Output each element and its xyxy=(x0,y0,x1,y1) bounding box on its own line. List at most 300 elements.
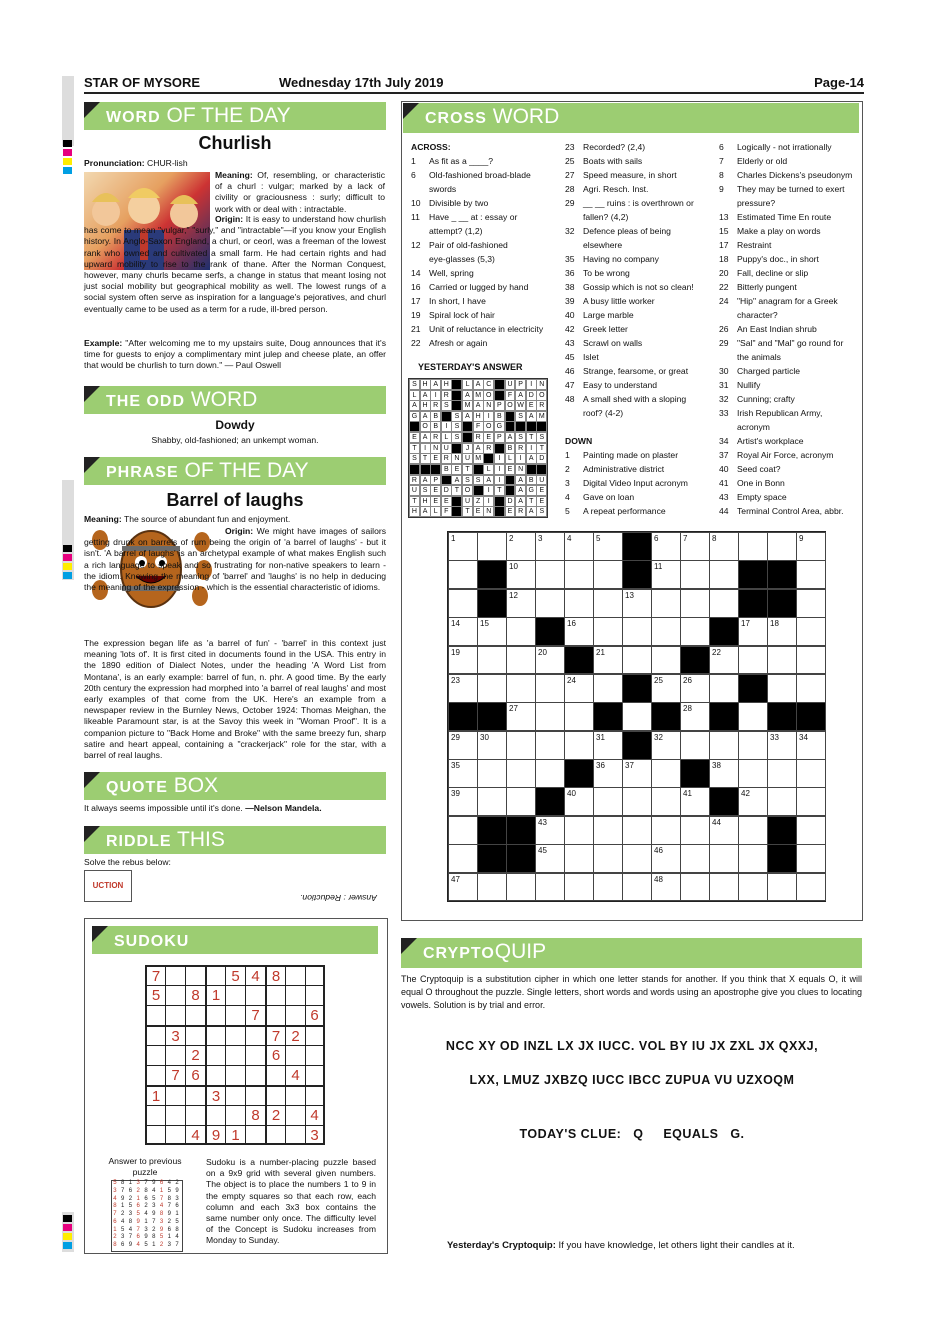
mini-letter-cell: L xyxy=(483,464,494,475)
sudoku-cell: 3 xyxy=(205,1085,225,1105)
sudoku-cell: 4 xyxy=(245,965,265,985)
clue-number: 1 xyxy=(565,450,570,460)
crossword-cell xyxy=(506,560,536,589)
previous-sudoku-digit: 3 xyxy=(152,1203,156,1210)
registration-mark xyxy=(63,158,72,165)
clue-row xyxy=(565,378,715,392)
clue-number xyxy=(719,350,737,364)
crossword-cell-number: 2 xyxy=(509,534,514,543)
clue-row xyxy=(565,182,715,196)
crossword-black-cell xyxy=(709,787,739,816)
clue-number: 15 xyxy=(719,226,729,236)
mini-letter-cell: I xyxy=(430,390,441,401)
crossword-cell xyxy=(738,844,768,873)
previous-sudoku-digit: 9 xyxy=(175,1187,179,1194)
previous-sudoku-digit: 9 xyxy=(152,1180,156,1186)
clue-number: 29 xyxy=(719,338,729,348)
sudoku-cell xyxy=(305,1065,325,1085)
crossword-cell-number: 30 xyxy=(480,732,489,742)
sudoku-cell xyxy=(305,985,325,1005)
mini-letter-cell: R xyxy=(473,432,484,443)
crossword-cell xyxy=(535,702,565,731)
clue-text: Logically - not irrationally xyxy=(737,142,832,152)
crossword-black-cell xyxy=(622,532,652,561)
mini-letter-cell: I xyxy=(494,453,505,464)
crossword-cell-number: 7 xyxy=(683,534,688,543)
sudoku-cell xyxy=(165,985,185,1005)
previous-sudoku-digit: 8 xyxy=(120,1180,125,1186)
clue-text: the animals xyxy=(737,352,781,362)
clue-number: 32 xyxy=(565,226,575,236)
clue-text: Pair of old-fashioned xyxy=(429,240,508,250)
sudoku-cell xyxy=(305,1085,325,1105)
mini-letter-cell: R xyxy=(536,400,547,411)
crossword-cell-number: 38 xyxy=(712,761,721,771)
crossword-cell xyxy=(506,702,536,731)
mini-black-cell xyxy=(494,390,505,401)
crossword-cell xyxy=(477,787,507,816)
previous-sudoku-digit: 9 xyxy=(128,1242,133,1249)
clue-row xyxy=(719,196,859,210)
crossword-cell-number: 20 xyxy=(538,647,547,657)
crossword-cell xyxy=(651,873,681,902)
clue-number: 24 xyxy=(719,296,729,306)
crossword-cell xyxy=(622,702,652,731)
crossword-cell xyxy=(738,702,768,731)
registration-mark xyxy=(63,1215,72,1222)
sudoku-cell: 3 xyxy=(305,1125,325,1145)
crossword-cell xyxy=(767,787,797,816)
crossword-cell xyxy=(477,873,507,902)
registration-mark xyxy=(63,563,72,570)
mini-letter-cell: O xyxy=(483,390,494,401)
crossword-black-cell xyxy=(477,844,507,873)
previous-sudoku-digit: 9 xyxy=(136,1218,140,1225)
clue-text: Charged particle xyxy=(737,366,801,376)
clue-text: Unit of reluctance in electricity xyxy=(429,324,544,334)
clue-number: 32 xyxy=(719,394,729,404)
crossword-cell xyxy=(564,560,594,589)
sudoku-cell xyxy=(185,1105,205,1125)
clue-number: 26 xyxy=(719,324,729,334)
crossword-cell xyxy=(651,617,681,646)
mini-letter-cell: O xyxy=(462,485,473,496)
clue-row xyxy=(719,294,859,308)
sudoku-cell xyxy=(225,1105,245,1125)
clue-text: attempt? (1,2) xyxy=(429,226,483,236)
mini-black-cell xyxy=(483,453,494,464)
mini-letter-cell: A xyxy=(515,485,526,496)
previous-sudoku-digit: 6 xyxy=(144,1195,148,1202)
clue-row xyxy=(719,420,859,434)
word-of-day-banner: WORD OF THE DAY xyxy=(84,102,386,130)
mini-black-cell xyxy=(494,379,505,390)
clue-number: 43 xyxy=(565,338,575,348)
mini-letter-cell: U xyxy=(462,496,473,507)
clue-text: character? xyxy=(737,310,778,320)
clue-row xyxy=(719,434,859,448)
clue-number: 42 xyxy=(565,324,575,334)
crossword-black-cell xyxy=(477,589,507,618)
crossword-cell xyxy=(477,731,507,760)
clue-text: Boats with sails xyxy=(583,156,643,166)
cryptoquip-line-1: NCC XY OD INZL LX JX IUCC. VOL BY IU JX ZXL JX QXXJ, xyxy=(445,1039,819,1053)
crossword-cell xyxy=(477,646,507,675)
masthead xyxy=(84,72,864,94)
mini-letter-cell: S xyxy=(515,411,526,422)
previous-sudoku-digit: 4 xyxy=(167,1180,171,1186)
crossword-cell-number: 18 xyxy=(770,619,779,629)
crossword-cell xyxy=(506,532,536,561)
mini-letter-cell: E xyxy=(526,400,537,411)
sudoku-cell xyxy=(205,1065,225,1085)
sudoku-cell: 6 xyxy=(265,1045,285,1065)
previous-sudoku-grid xyxy=(111,1180,183,1252)
crossword-cell xyxy=(448,844,478,873)
clue-row xyxy=(719,322,859,336)
crossword-cell xyxy=(448,532,478,561)
phrase-banner: PHRASE OF THE DAY xyxy=(84,457,386,485)
crossword-cell xyxy=(564,532,594,561)
crossword-cell xyxy=(680,560,710,589)
sudoku-cell: 7 xyxy=(145,965,165,985)
crossword-cell xyxy=(448,731,478,760)
clue-row xyxy=(565,196,715,210)
crossword-cell xyxy=(535,646,565,675)
clue-number: 6 xyxy=(411,170,416,180)
sudoku-cell: 7 xyxy=(165,1065,185,1085)
crossword-cell xyxy=(709,731,739,760)
clue-number: 17 xyxy=(411,296,421,306)
sudoku-cell: 1 xyxy=(205,985,225,1005)
clue-row xyxy=(411,336,561,350)
crossword-cell xyxy=(448,674,478,703)
sudoku-cell: 4 xyxy=(185,1125,205,1145)
crossword-cell xyxy=(593,873,623,902)
crossword-cell xyxy=(709,759,739,788)
clue-text: A small shed with a sloping xyxy=(583,394,687,404)
clue-number: 11 xyxy=(411,212,420,222)
previous-sudoku-digit: 3 xyxy=(144,1226,148,1233)
previous-sudoku-digit: 9 xyxy=(167,1211,171,1218)
crossword-black-cell xyxy=(477,816,507,845)
mini-letter-cell: A xyxy=(420,411,431,422)
crossword-cell xyxy=(622,589,652,618)
crossword-cell-number: 46 xyxy=(654,846,663,856)
crossword-black-cell xyxy=(767,844,797,873)
mini-letter-cell: S xyxy=(409,379,420,390)
mini-letter-cell: A xyxy=(420,475,431,486)
previous-sudoku-digit: 6 xyxy=(113,1218,117,1225)
down-clues-column-2 xyxy=(719,140,859,518)
crossword-cell xyxy=(506,873,536,902)
clue-number: 28 xyxy=(565,184,575,194)
crossword-cell-number: 45 xyxy=(538,846,547,856)
mini-black-cell xyxy=(473,485,484,496)
sudoku-cell xyxy=(145,1005,165,1025)
mini-letter-cell: S xyxy=(473,475,484,486)
crossword-cell xyxy=(506,674,536,703)
crossword-cell xyxy=(680,589,710,618)
clue-text: Estimated Time En route xyxy=(737,212,832,222)
mini-letter-cell: E xyxy=(536,485,547,496)
previous-sudoku-digit: 5 xyxy=(159,1234,164,1241)
crossword-cell xyxy=(448,759,478,788)
crossword-cell-number: 9 xyxy=(799,534,804,543)
mini-black-cell xyxy=(430,464,441,475)
crossword-cell xyxy=(651,532,681,561)
previous-sudoku-digit: 1 xyxy=(136,1195,140,1202)
crossword-cell xyxy=(651,589,681,618)
crossword-cell-number: 48 xyxy=(654,874,663,884)
crossword-cell xyxy=(680,731,710,760)
mini-letter-cell: R xyxy=(430,400,441,411)
sudoku-cell xyxy=(285,985,305,1005)
mini-letter-cell: S xyxy=(409,453,420,464)
mini-letter-cell: B xyxy=(505,443,516,454)
sudoku-cell: 7 xyxy=(245,1005,265,1025)
sudoku-cell xyxy=(225,1045,245,1065)
riddle-prompt: Solve the rebus below: xyxy=(84,857,171,867)
crossword-cell-number: 28 xyxy=(683,704,692,714)
cryptoquip-intro: The Cryptoquip is a substitution cipher in which one letter stands for another. If you think that X equals O, it will equal O throughout the puzzle. Single letters, short words and words using an apostrophe give you clues to locating vowels. Solution is by trial and error. xyxy=(401,974,862,1010)
clue-text: Elderly or old xyxy=(737,156,788,166)
mini-black-cell xyxy=(462,421,473,432)
phrase-origin: Origin: We might have images of sailors getting drunk on barrels of rum being the origin of 'a barrel of laughs' - but it isn't. 'A barrel of laughs' is an archetypal example of what makes English such a rich language to speak and so frustrating for non-native speakers to learn - the idiom. Knowing the meaning of 'barrel' and 'laughs' is no help in deducing the meaning of the expression - which is the essential characteristic of idioms. xyxy=(84,526,387,593)
sudoku-cell: 6 xyxy=(185,1065,205,1085)
mini-black-cell xyxy=(441,411,452,422)
crossword-cell xyxy=(709,873,739,902)
crossword-cell-number: 25 xyxy=(654,675,663,685)
previous-sudoku-digit: 6 xyxy=(120,1242,125,1249)
sudoku-cell: 6 xyxy=(305,1005,325,1025)
across-clues-column-2 xyxy=(565,140,715,420)
mini-letter-cell: A xyxy=(473,379,484,390)
mini-letter-cell: E xyxy=(409,432,420,443)
sudoku-cell xyxy=(285,1005,305,1025)
mini-letter-cell: I xyxy=(483,496,494,507)
crossword-cell xyxy=(796,589,826,618)
registration-mark xyxy=(63,167,72,174)
crossword-cell xyxy=(738,816,768,845)
mini-letter-cell: G xyxy=(409,411,420,422)
clue-row xyxy=(411,224,561,238)
clue-number: 30 xyxy=(719,366,729,376)
clue-number: 22 xyxy=(719,282,729,292)
clue-text: swords xyxy=(429,184,457,194)
crossword-cell-number: 41 xyxy=(683,789,692,799)
mini-letter-cell: I xyxy=(515,453,526,464)
sudoku-cell: 7 xyxy=(265,1025,285,1045)
crossword-cell-number: 40 xyxy=(567,789,576,799)
clue-text: Terminal Control Area, abbr. xyxy=(737,506,844,516)
mini-black-cell xyxy=(505,475,516,486)
word-of-day-origin: Origin: It is easy to understand how churlish has come to mean "vulgar," "surly," and "intractable"—if you know your English history. In Anglo-Saxon England, a churl, or ceorl, was a freeman of the lowest rank who owned and cultivated a small farm. He had certain rights and had upward mobility to rise to the rank of thane. After the Norman Conquest, however, many churls became serfs, a change in status that meant losing not just social mobility but geographical mobility as well. The lowest rungs of a social system often serve as inspiration for a language's pejoratives, and churl eventually came to be used as a term for a rude, ill-bred person. xyxy=(84,214,386,314)
crossword-black-cell xyxy=(767,816,797,845)
mini-letter-cell: M xyxy=(462,400,473,411)
clue-text: Having no company xyxy=(583,254,659,264)
previous-sudoku-digit: 9 xyxy=(144,1234,148,1241)
sudoku-cell xyxy=(165,1045,185,1065)
mini-letter-cell: A xyxy=(526,506,537,517)
crossword-cell xyxy=(767,731,797,760)
mini-letter-cell: E xyxy=(441,496,452,507)
clue-row xyxy=(411,182,561,196)
word-of-day-example: Example: "After welcoming me to my upstairs suite, Doug announces that it's time for guests to enjoy a complimentary mint julep and cheese plate, an offer that would be churlish to turn down." — Paul Oswell xyxy=(84,338,386,371)
odd-word-banner: THE ODD WORD xyxy=(84,386,386,414)
riddle-answer: Answer : Reduction. xyxy=(300,893,377,904)
clue-row xyxy=(411,280,561,294)
clue-number: 37 xyxy=(719,450,729,460)
sudoku-cell xyxy=(145,1105,165,1125)
clue-row xyxy=(565,476,715,490)
crossword-cell xyxy=(796,731,826,760)
previous-sudoku-digit: 1 xyxy=(175,1211,179,1218)
clue-row xyxy=(411,266,561,280)
crossword-cell xyxy=(593,731,623,760)
mini-letter-cell: T xyxy=(462,506,473,517)
crossword-cell xyxy=(622,816,652,845)
clue-text: "Hip" anagram for a Greek xyxy=(737,296,838,306)
mini-letter-cell: A xyxy=(515,496,526,507)
clue-text: Charles Dickens's pseudonym xyxy=(737,170,853,180)
clue-row xyxy=(719,504,859,518)
sudoku-cell xyxy=(165,1085,185,1105)
clue-text: eye-glasses (5,3) xyxy=(429,254,495,264)
mini-letter-cell: P xyxy=(494,400,505,411)
crossword-cell-number: 22 xyxy=(712,647,721,657)
mini-black-cell xyxy=(536,421,547,432)
crossword-cell-number: 24 xyxy=(567,675,576,685)
crossword-cell-number: 15 xyxy=(480,619,489,629)
word-of-day-meaning: Meaning: Of, resembling, or characteristic of a churl : vulgar; marked by a lack of civility or graciousness : surly; difficult to work with or deal with : intractable. xyxy=(215,170,386,214)
clue-number: 22 xyxy=(411,338,421,348)
mini-letter-cell: T xyxy=(526,432,537,443)
clue-number: 41 xyxy=(719,478,729,488)
mini-letter-cell: E xyxy=(536,496,547,507)
mini-letter-cell: B xyxy=(430,421,441,432)
registration-mark xyxy=(63,1233,72,1240)
clue-text: Painting made on plaster xyxy=(583,450,679,460)
mini-letter-cell: L xyxy=(505,453,516,464)
crossword-cell-number: 21 xyxy=(596,647,605,657)
crossword-cell xyxy=(535,532,565,561)
crossword-cell xyxy=(738,646,768,675)
mini-letter-cell: A xyxy=(515,475,526,486)
sudoku-cell: 5 xyxy=(225,965,245,985)
clue-text: Recorded? (2,4) xyxy=(583,142,646,152)
previous-sudoku-digit: 5 xyxy=(144,1242,148,1249)
mini-black-cell xyxy=(451,400,462,411)
previous-sudoku-digit: 1 xyxy=(152,1242,156,1249)
clue-number: 31 xyxy=(719,380,729,390)
previous-sudoku-digit: 7 xyxy=(120,1187,125,1194)
crossword-cell xyxy=(738,759,768,788)
sudoku-cell xyxy=(285,1085,305,1105)
mini-black-cell xyxy=(451,443,462,454)
sudoku-cell: 4 xyxy=(305,1105,325,1125)
mini-black-cell xyxy=(451,390,462,401)
sudoku-cell xyxy=(245,985,265,1005)
previous-sudoku-digit: 7 xyxy=(144,1180,148,1186)
crossword-cell xyxy=(535,589,565,618)
clue-number: 44 xyxy=(719,506,729,516)
sudoku-cell xyxy=(165,1125,185,1145)
clue-number: 9 xyxy=(719,184,724,194)
clue-row xyxy=(565,504,715,518)
mini-letter-cell: J xyxy=(462,443,473,454)
previous-sudoku-digit: 7 xyxy=(113,1211,117,1218)
clue-number: 20 xyxy=(719,268,729,278)
sudoku-cell xyxy=(145,1125,165,1145)
crossword-cell xyxy=(651,646,681,675)
mini-black-cell xyxy=(441,475,452,486)
crossword-cell xyxy=(477,759,507,788)
sudoku-cell: 2 xyxy=(285,1025,305,1045)
clue-text: An East Indian shrub xyxy=(737,324,817,334)
mini-black-cell xyxy=(505,421,516,432)
crossword-cell xyxy=(564,674,594,703)
clue-number: 34 xyxy=(719,436,729,446)
sudoku-cell xyxy=(265,1005,285,1025)
crossword-cell-number: 12 xyxy=(509,590,518,600)
crossword-black-cell xyxy=(767,702,797,731)
mini-letter-cell: S xyxy=(451,432,462,443)
sudoku-cell xyxy=(165,965,185,985)
mini-letter-cell: W xyxy=(515,400,526,411)
mini-black-cell xyxy=(420,464,431,475)
crossword-black-cell xyxy=(535,787,565,816)
previous-sudoku-digit: 6 xyxy=(159,1180,164,1186)
previous-sudoku-digit: 4 xyxy=(159,1203,164,1210)
previous-sudoku-digit: 4 xyxy=(175,1234,179,1241)
clue-text: Defence pleas of being xyxy=(583,226,671,236)
sudoku-cell xyxy=(285,1045,305,1065)
mini-letter-cell: I xyxy=(441,421,452,432)
previous-sudoku-digit: 6 xyxy=(167,1226,171,1233)
crossword-banner: CROSS WORD xyxy=(403,103,859,133)
crossword-cell xyxy=(477,617,507,646)
crossword-cell-number: 11 xyxy=(654,562,663,572)
mini-letter-cell: B xyxy=(494,411,505,422)
mini-letter-cell: F xyxy=(505,390,516,401)
sudoku-cell xyxy=(205,1045,225,1065)
sudoku-cell xyxy=(225,1025,245,1045)
mini-letter-cell: M xyxy=(473,390,484,401)
previous-sudoku-digit: 1 xyxy=(167,1234,171,1241)
mini-black-cell xyxy=(409,421,420,432)
sudoku-cell: 8 xyxy=(185,985,205,1005)
crossword-cell-number: 27 xyxy=(509,704,518,714)
mini-letter-cell: B xyxy=(430,411,441,422)
sudoku-cell: 1 xyxy=(145,1085,165,1105)
previous-sudoku-digit: 7 xyxy=(152,1218,156,1225)
mini-letter-cell: C xyxy=(483,379,494,390)
clue-number: 45 xyxy=(565,352,575,362)
sudoku-cell xyxy=(285,1105,305,1125)
crossword-cell-number: 29 xyxy=(451,732,460,742)
clue-row xyxy=(565,462,715,476)
previous-sudoku-digit: 8 xyxy=(152,1234,156,1241)
clue-number: 25 xyxy=(565,156,575,166)
mini-letter-cell: G xyxy=(494,421,505,432)
crossword-cell xyxy=(564,844,594,873)
crossword-cell xyxy=(448,646,478,675)
clue-row xyxy=(565,210,715,224)
previous-sudoku-digit: 5 xyxy=(136,1211,140,1218)
crossword-black-cell xyxy=(651,702,681,731)
mini-letter-cell: L xyxy=(462,379,473,390)
